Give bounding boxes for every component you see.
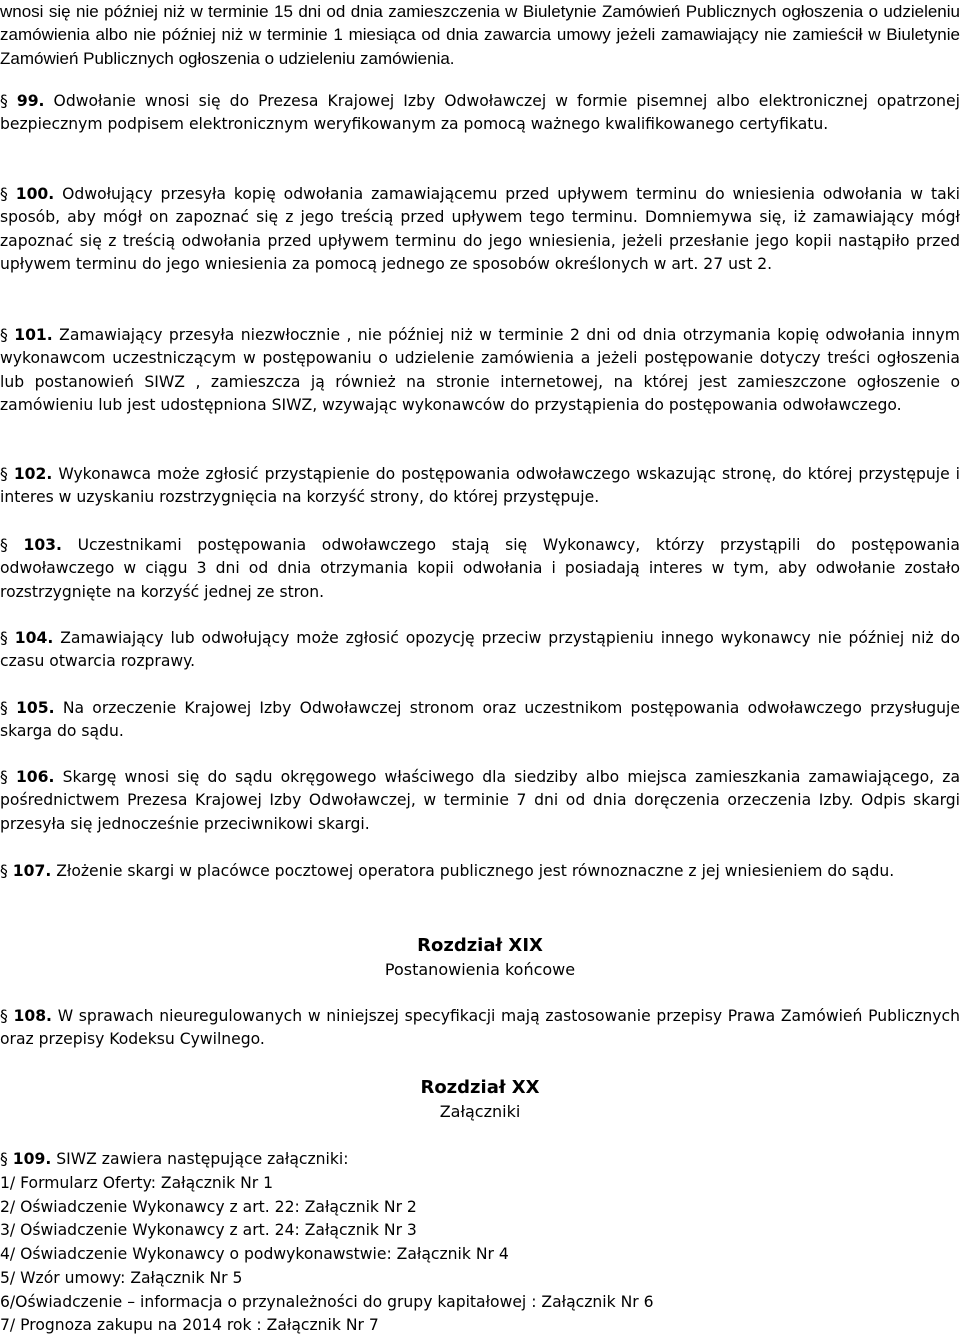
paragraph-text: Odwołanie wnosi się do Prezesa Krajowej Izby Odwoławczej w formie pisemnej albo elektronicznej opatrzonej bezpiecznym podpisem elektronicznym weryfikowanym za pomocą ważnego kwalifikowanego certyfikatu. xyxy=(0,92,960,134)
paragraph-109 xyxy=(0,1148,960,1171)
section-sign: § xyxy=(0,1007,8,1025)
paragraph-107 xyxy=(0,860,960,883)
paragraph-102 xyxy=(0,463,960,510)
attachments-list xyxy=(0,1172,960,1338)
list-item: 3/ Oświadczenie Wykonawcy z art. 24: Załącznik Nr 3 xyxy=(0,1221,417,1240)
paragraph-number: 108. xyxy=(13,1007,52,1025)
paragraph-text: Złożenie skargi w placówce pocztowej operatora publicznego jest równoznaczne z jej wniesieniem do sądu. xyxy=(56,862,895,880)
chapter-subtitle: Postanowienia końcowe xyxy=(384,960,576,979)
list-item: 1/ Formularz Oferty: Załącznik Nr 1 xyxy=(0,1174,274,1192)
paragraph-number: 109. xyxy=(12,1150,52,1168)
section-sign: § xyxy=(0,1150,8,1168)
paragraph-text: SIWZ zawiera następujące załączniki: xyxy=(56,1150,349,1168)
paragraph-101 xyxy=(0,324,960,418)
paragraph-text: Odwołujący przesyła kopię odwołania zamawiającemu przed upływem terminu do wniesienia odwołania w taki sposób, aby mógł on zapoznać się z jego treścią przed upływem tego terminu. Domniemywa się, iż zamawiający mógł zapoznać się z treścią odwołania przed upływem terminu do jego wniesienia, jeżeli przesłanie jego kopii nastąpiło przed upływem terminu do jego wniesienia za pomocą jednego ze sposobów określonych w art. 27 ust 2. xyxy=(0,185,960,274)
list-item: 6/Oświadczenie – informacja o przynależności do grupy kapitałowej : Załącznik Nr 6 xyxy=(0,1292,654,1311)
paragraph-number: 100. xyxy=(15,185,55,203)
section-sign: § xyxy=(0,185,8,203)
section-sign: § xyxy=(0,326,8,344)
list-item: 4/ Oświadczenie Wykonawcy o podwykonawstwie: Załącznik Nr 4 xyxy=(0,1245,509,1264)
paragraph-103 xyxy=(0,534,960,604)
section-sign: § xyxy=(0,699,8,717)
paragraph-number: 106. xyxy=(15,768,55,786)
paragraph-108 xyxy=(0,1005,960,1052)
paragraph-100 xyxy=(0,183,960,277)
paragraph-text: Na orzeczenie Krajowej Izby Odwoławczej stronom oraz uczestnikom postępowania odwoławczego przysługuje skarga do sądu. xyxy=(0,699,960,741)
section-sign: § xyxy=(0,92,8,110)
chapter-heading-xix xyxy=(0,934,960,982)
paragraph-number: 102. xyxy=(13,465,53,483)
intro-paragraph: wnosi się nie później niż w terminie 15 dni od dnia zamieszczenia w Biuletynie Zamówień Publicznych ogłoszenia o udzieleniu zamówienia albo nie później niż w terminie 1 miesiąca od dnia zawarcia umowy jeżeli zamawiający nie zamieścił w Biuletynie Zamówień Publicznych ogłoszenia o udzieleniu zamówienia. xyxy=(0,2,960,68)
paragraph-text: Zamawiający lub odwołujący może zgłosić opozycję przeciw przystąpieniu innego wykonawcy nie później niż do czasu otwarcia rozprawy. xyxy=(0,629,960,671)
paragraph-text: Zamawiający przesyła niezwłocznie , nie później niż w terminie 2 dni od dnia otrzymania kopię odwołania innym wykonawcom uczestniczącym w postępowaniu o udzielenie zamówienia a jeżeli postępowanie dotyczy treści ogłoszenia lub postanowień SIWZ , zamieszcza ją również na stronie internetowej, na której jest zamieszczone ogłoszenie o zamówieniu lub jest udostępniona SIWZ, wzywając wykonawców do przystąpienia do postępowania odwoławczego. xyxy=(0,326,960,415)
paragraph-text: Uczestnikami postępowania odwoławczego stają się Wykonawcy, którzy przystąpili do postępowania odwoławczego w ciągu 3 dni od dnia otrzymania kopii odwołania i posiadają interes w tym, aby odwołanie zostało rozstrzygnięte na korzyść jednej ze stron. xyxy=(0,536,960,601)
section-sign: § xyxy=(0,768,8,786)
paragraph-number: 107. xyxy=(12,862,52,880)
paragraph-105 xyxy=(0,697,960,744)
section-sign: § xyxy=(0,862,8,880)
list-item: 7/ Prognoza zakupu na 2014 rok : Załącznik Nr 7 xyxy=(0,1316,379,1335)
chapter-title: Rozdział XX xyxy=(420,1077,540,1098)
section-sign: § xyxy=(0,536,8,554)
paragraph-number: 105. xyxy=(16,699,55,717)
paragraph-text: Skargę wnosi się do sądu okręgowego właściwego dla siedziby albo miejsca zamieszkania zamawiającego, za pośrednictwem Prezesa Krajowej Izby Odwoławczej, w terminie 7 dni od dnia doręczenia orzeczenia Izby. Odpis skargi przesyła się jednocześnie przeciwnikowi skargi. xyxy=(0,768,960,833)
paragraph-104 xyxy=(0,627,960,674)
paragraph-106 xyxy=(0,766,960,836)
paragraph-99 xyxy=(0,90,960,137)
paragraph-number: 103. xyxy=(23,536,62,554)
chapter-subtitle: Załączniki xyxy=(439,1102,521,1121)
section-sign: § xyxy=(0,629,8,647)
paragraph-text: W sprawach nieuregulowanych w niniejszej specyfikacji mają zastosowanie przepisy Prawa Zamówień Publicznych oraz przepisy Kodeksu Cywilnego. xyxy=(0,1007,960,1049)
list-item: 5/ Wzór umowy: Załącznik Nr 5 xyxy=(0,1268,243,1287)
section-sign: § xyxy=(0,465,8,483)
paragraph-number: 99. xyxy=(16,92,45,110)
paragraph-number: 104. xyxy=(14,629,54,647)
paragraph-text: Wykonawca może zgłosić przystąpienie do postępowania odwoławczego wskazując stronę, do której przystępuje i interes w uzyskaniu rozstrzygnięcia na korzyść strony, do której przystępuje. xyxy=(0,465,960,507)
chapter-heading-xx xyxy=(0,1076,960,1124)
list-item: 2/ Oświadczenie Wykonawcy z art. 22: Załącznik Nr 2 xyxy=(0,1197,417,1216)
paragraph-number: 101. xyxy=(14,326,53,344)
chapter-title: Rozdział XIX xyxy=(417,935,543,956)
